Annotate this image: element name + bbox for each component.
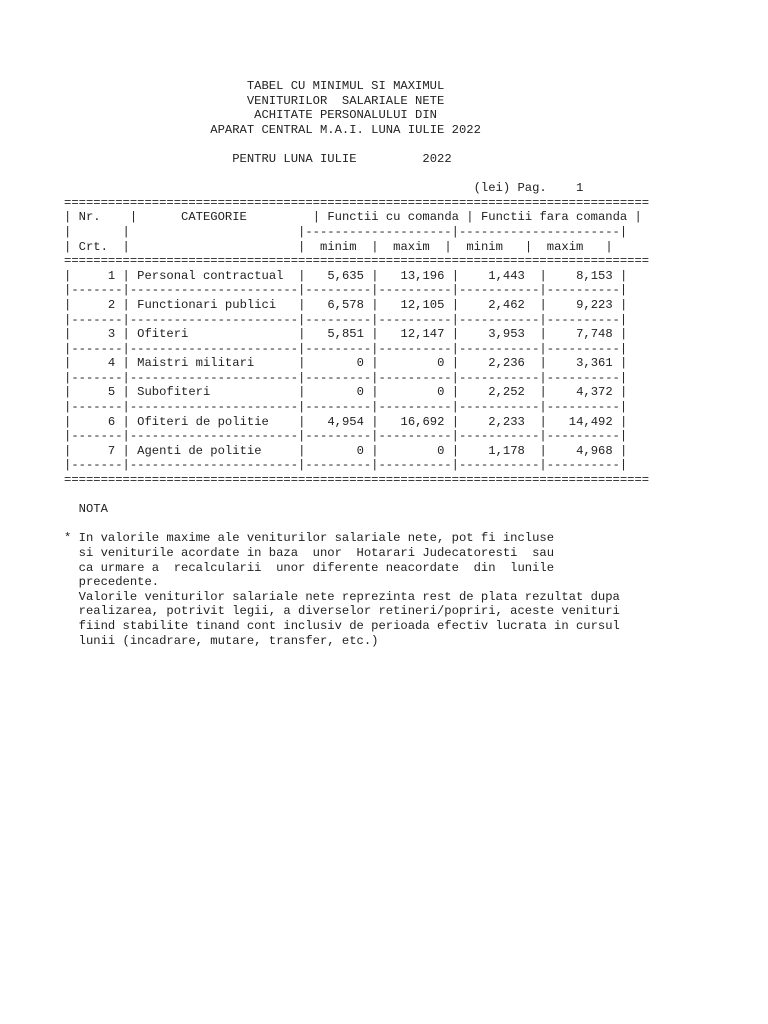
report-title-text: TABEL CU MINIMUL SI MAXIMUL [246, 79, 445, 93]
table-header-row: | Nr. | CATEGORIE | Functii cu comanda | Functii fara comanda | [64, 210, 642, 225]
row-nr: 3 [107, 327, 116, 342]
nota-text-line [64, 590, 764, 605]
table-row-separator: |-------|-----------------------|---------|----------|-----------|----------| [64, 283, 628, 298]
row-fara-minim: 1,178 [488, 443, 525, 458]
row-nr: 6 [107, 414, 116, 429]
header-cu-minim: minim [320, 239, 357, 254]
nota-text-line [64, 619, 764, 634]
row-cu-maxim: 0 [437, 356, 445, 371]
row-cu-minim: 5,851 [327, 327, 364, 342]
table-row: | 5 | Subofiteri | 0 | 0 | 2,252 | 4,372 | [64, 385, 628, 400]
nota-heading-line [64, 502, 764, 517]
row-nr: 1 [107, 268, 116, 283]
row-categorie: Agenti de politie [137, 443, 262, 458]
report-title-text: ACHITATE PERSONALULUI DIN [254, 108, 437, 123]
nota-text: realizarea, potrivit legii, a diverselor retineri/popriri, aceste venituri [64, 604, 620, 619]
blank-line [64, 167, 764, 182]
nota-heading: NOTA [78, 502, 108, 517]
table-row: | 1 | Personal contractual | 5,635 | 13,196 | 1,443 | 8,153 | [64, 268, 628, 283]
row-nr: 4 [107, 356, 116, 371]
row-fara-maxim: 14,492 [568, 414, 613, 429]
header-functii-fara-comanda: Functii fara comanda [480, 210, 628, 225]
row-categorie: Maistri militari [137, 356, 255, 371]
table-row: | 3 | Ofiteri | 5,851 | 12,147 | 3,953 | 7,748 | [64, 327, 628, 342]
unit-label: (lei) [473, 181, 511, 196]
report-title-line [64, 123, 764, 138]
table-row: | 2 | Functionari publici | 6,578 | 12,105 | 2,462 | 9,223 | [64, 297, 628, 312]
report-title-line [64, 94, 764, 109]
nota-text-line [64, 546, 764, 561]
row-fara-minim: 3,953 [488, 327, 525, 342]
period-year: 2022 [422, 151, 452, 166]
row-cu-maxim: 12,105 [400, 297, 445, 312]
table-row: | 6 | Ofiteri de politie | 4,954 | 16,692 | 2,233 | 14,492 | [64, 414, 628, 429]
row-nr: 7 [107, 443, 116, 458]
row-categorie: Ofiteri de politie [137, 414, 269, 429]
table-header-border: ================================================================================ [64, 254, 650, 269]
report-title-text: VENITURILOR SALARIALE NETE [246, 93, 445, 108]
header-fara-minim: minim [466, 239, 503, 254]
report-page [64, 79, 764, 648]
row-cu-minim: 0 [356, 443, 364, 458]
table-row: | 4 | Maistri militari | 0 | 0 | 2,236 | 3,361 | [64, 356, 628, 371]
row-categorie: Subofiteri [137, 385, 211, 400]
row-fara-minim: 2,236 [488, 356, 525, 371]
blank-line [64, 517, 764, 532]
header-nr: Nr. [78, 210, 101, 225]
table-border-bottom: ================================================================================ [64, 473, 650, 488]
nota-text: lunii (incadrare, mutare, transfer, etc.) [64, 633, 379, 648]
row-fara-maxim: 9,223 [576, 297, 613, 312]
nota-text: ca urmare a recalcularii unor diferente neacordate din lunile [64, 560, 555, 575]
nota-text-line [64, 561, 764, 576]
nota-text: si veniturile acordate in baza unor Hotarari Judecatoresti sau [64, 546, 555, 560]
header-cu-maxim: maxim [393, 239, 430, 254]
period-line [64, 152, 764, 167]
report-title-line [64, 108, 764, 123]
table-border-top: ================================================================================ [64, 195, 650, 210]
nota-text: * In valorile maxime ale veniturilor salariale nete, pot fi incluse [64, 531, 555, 546]
table-row-separator: |-------|-----------------------|---------|----------|-----------|----------| [64, 400, 628, 415]
header-crt: Crt. [78, 239, 108, 254]
page-info-line [64, 181, 764, 196]
row-nr: 2 [107, 297, 116, 312]
table-row-separator: |-------|-----------------------|---------|----------|-----------|----------| [64, 429, 628, 444]
row-fara-maxim: 8,153 [576, 268, 613, 283]
row-categorie: Personal contractual [137, 268, 284, 283]
period-label: PENTRU LUNA IULIE [232, 151, 357, 166]
row-cu-maxim: 16,692 [400, 414, 445, 429]
row-fara-minim: 1,443 [488, 268, 525, 283]
report-title-line [64, 79, 764, 94]
row-cu-maxim: 12,147 [400, 327, 445, 342]
row-cu-maxim: 13,196 [400, 268, 445, 283]
header-fara-maxim: maxim [546, 239, 584, 254]
page-number: 1 [576, 181, 584, 196]
table-subheader-row: | Crt. | | minim | maxim | minim | maxim | [64, 239, 613, 254]
row-cu-maxim: 0 [437, 443, 445, 458]
row-cu-minim: 5,635 [327, 268, 364, 283]
row-fara-maxim: 4,372 [576, 385, 613, 400]
blank-line [64, 488, 764, 503]
row-cu-minim: 0 [356, 356, 364, 371]
nota-text: fiind stabilite tinand cont inclusiv de perioada efectiv lucrata in cursul [64, 618, 620, 633]
table-row-separator: |-------|-----------------------|---------|----------|-----------|----------| [64, 370, 628, 385]
table-row-separator: |-------|-----------------------|---------|----------|-----------|----------| [64, 458, 628, 473]
page-label: Pag. [517, 181, 547, 196]
row-fara-minim: 2,252 [488, 385, 525, 400]
row-cu-minim: 6,578 [327, 297, 364, 312]
report-body [64, 79, 764, 648]
row-fara-maxim: 3,361 [576, 356, 613, 371]
row-cu-minim: 4,954 [327, 414, 364, 429]
nota-text-line [64, 604, 764, 619]
row-fara-minim: 2,462 [488, 297, 525, 312]
table-row: | 7 | Agenti de politie | 0 | 0 | 1,178 | 4,968 | [64, 443, 628, 458]
row-fara-maxim: 7,748 [576, 327, 613, 342]
nota-text: precedente. [64, 575, 160, 590]
row-fara-maxim: 4,968 [576, 443, 613, 458]
table-row-separator: |-------|-----------------------|---------|----------|-----------|----------| [64, 312, 628, 327]
nota-text-line [64, 634, 764, 649]
row-categorie: Ofiteri [137, 327, 189, 342]
row-nr: 5 [107, 385, 116, 400]
nota-text: Valorile veniturilor salariale nete reprezinta rest de plata rezultat dupa [64, 589, 620, 604]
report-title-text: APARAT CENTRAL M.A.I. LUNA IULIE 2022 [210, 122, 481, 137]
row-categorie: Functionari publici [137, 297, 277, 312]
row-fara-minim: 2,233 [488, 414, 525, 429]
row-cu-minim: 0 [356, 385, 364, 400]
table-header-divider: | | |--------------------|----------------------| [64, 224, 628, 239]
header-functii-cu-comanda: Functii cu comanda [327, 210, 459, 225]
header-categorie: CATEGORIE [181, 210, 247, 225]
nota-text-line [64, 531, 764, 546]
row-cu-maxim: 0 [437, 385, 445, 400]
blank-line [64, 137, 764, 152]
nota-text-line [64, 575, 764, 590]
table-row-separator: |-------|-----------------------|---------|----------|-----------|----------| [64, 341, 628, 356]
